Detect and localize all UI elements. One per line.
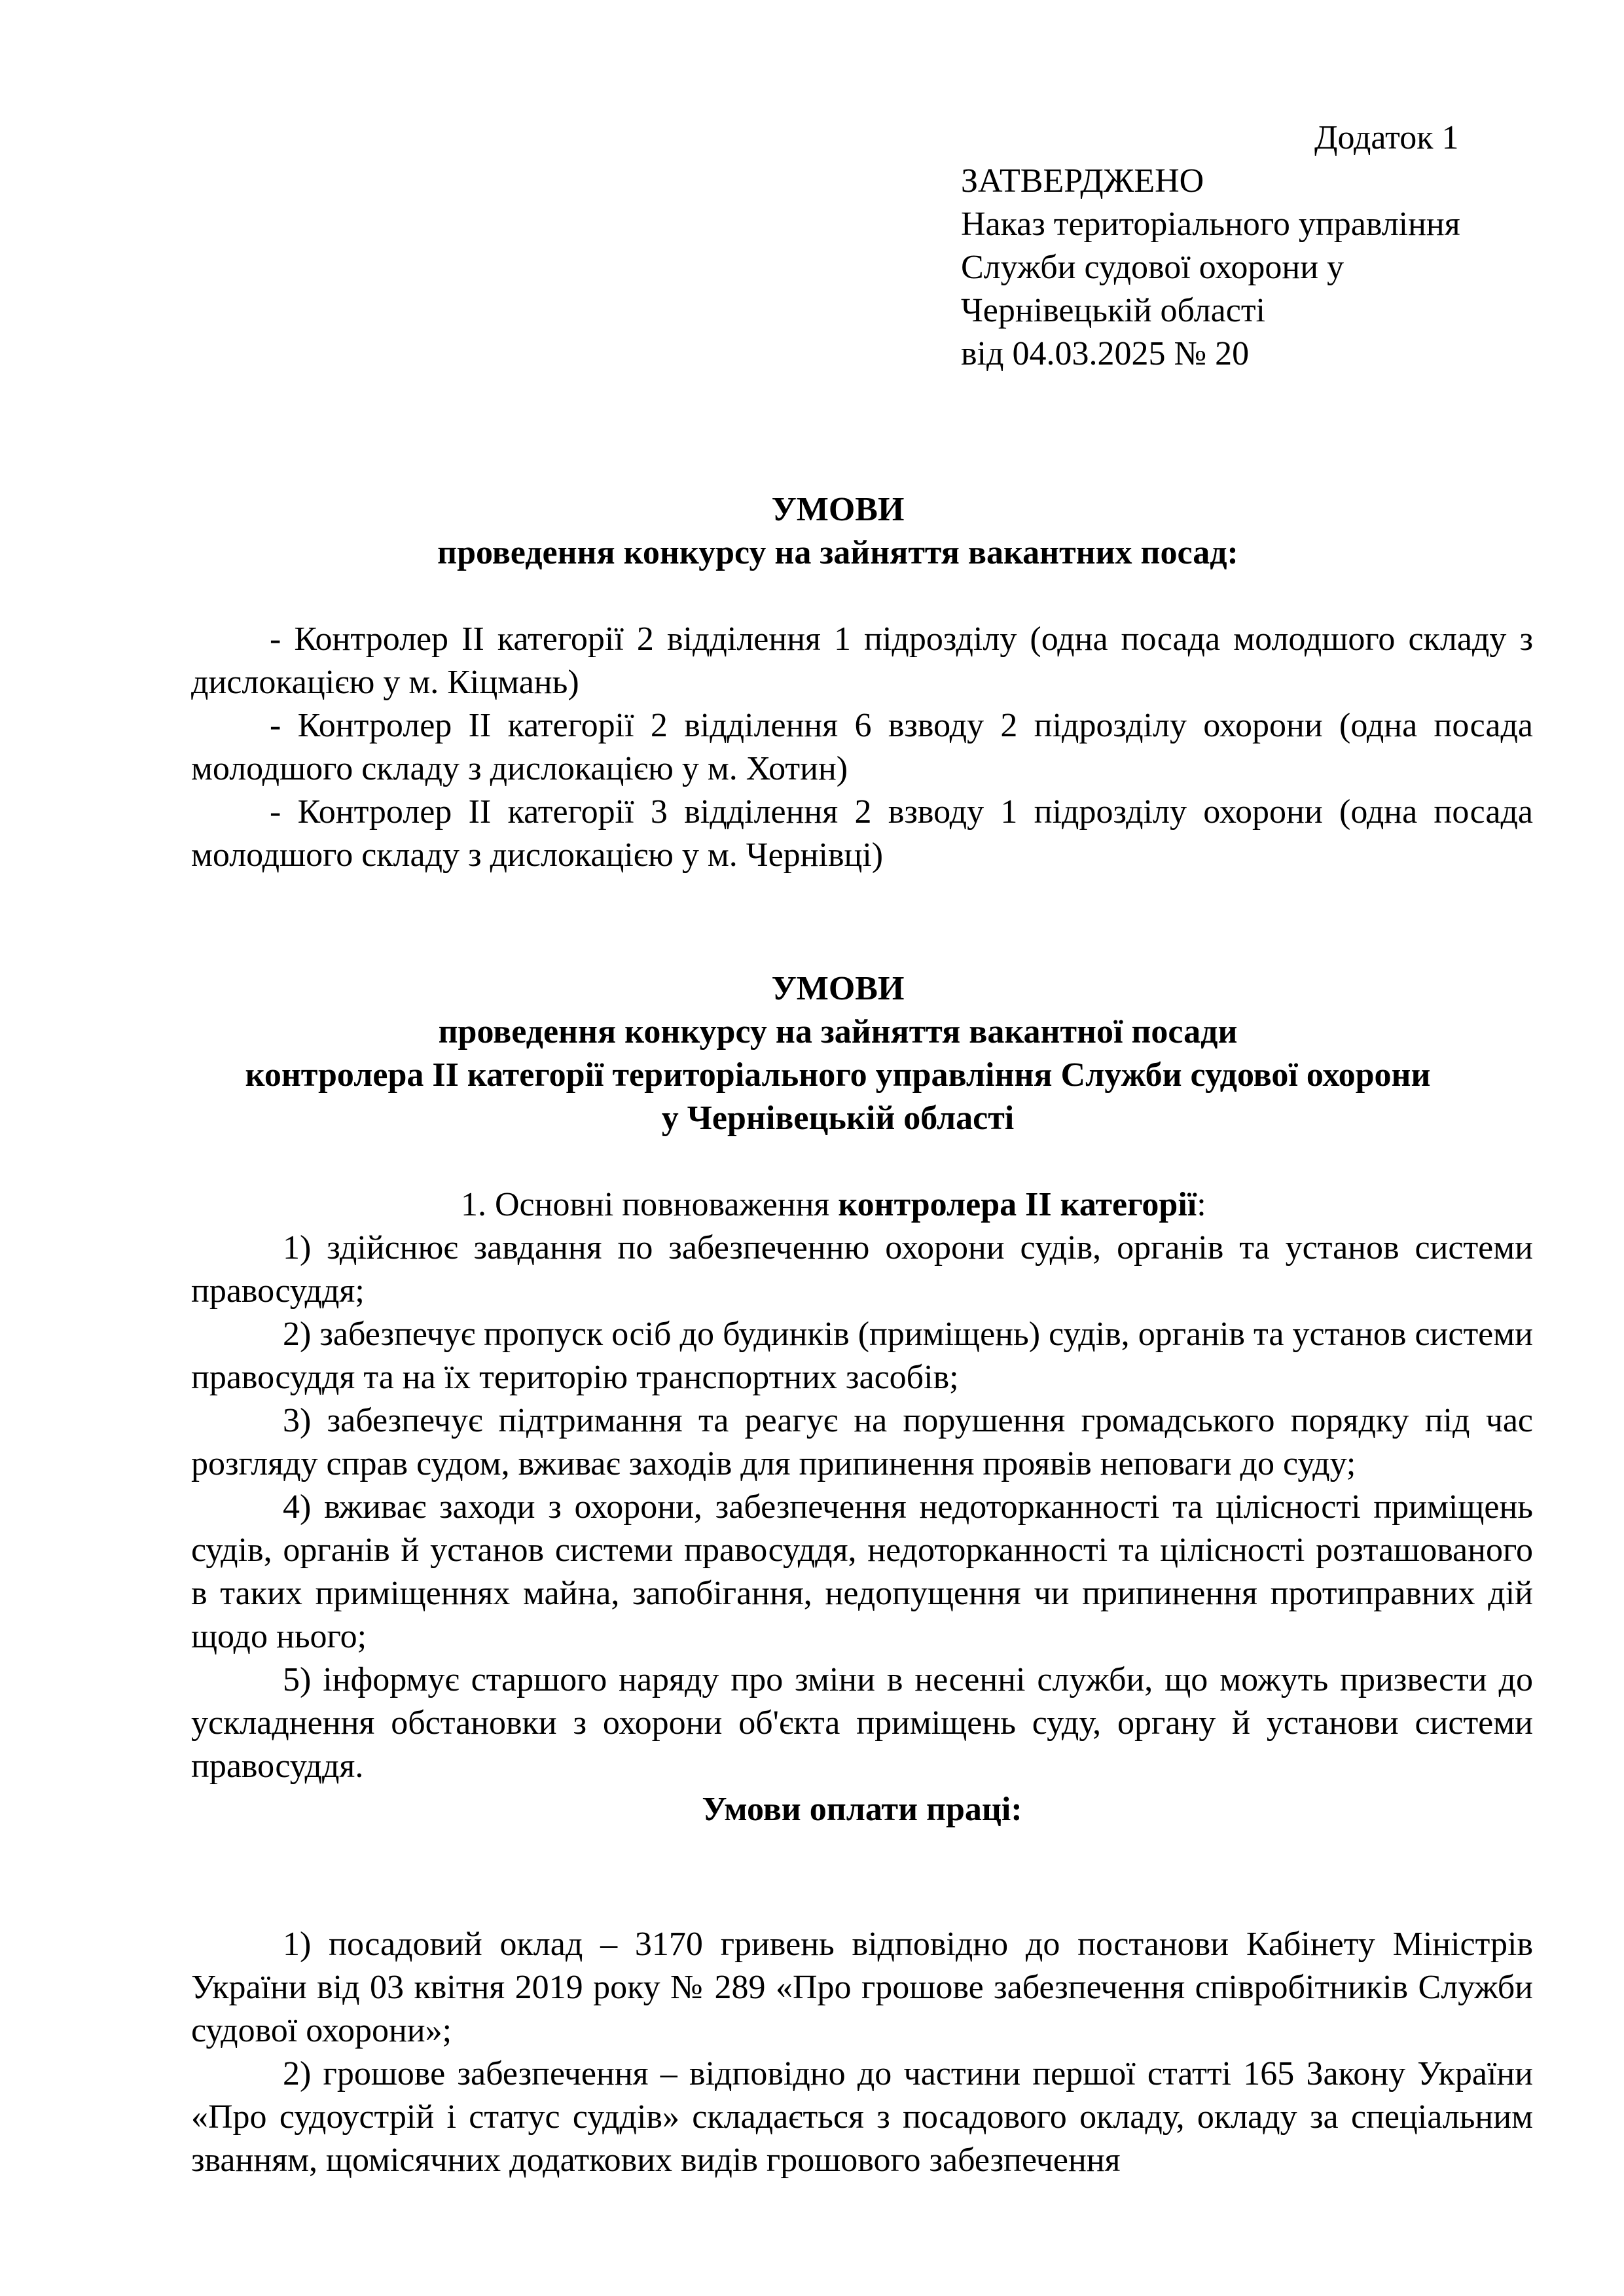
- section2-subtitle-2: контролера ІІ категорії територіального управління Служби судової охорони: [245, 1056, 1431, 1094]
- position-item: - Контролер ІІ категорії 3 відділення 2 взводу 1 підрозділу охорони (одна посада молодшого складу з дислокацією у м. Чернівці): [191, 793, 1533, 874]
- position-item: - Контролер ІІ категорії 2 відділення 6 взводу 2 підрозділу охорони (одна посада молодшого складу з дислокацією у м. Хотин): [191, 707, 1533, 787]
- addendum-label: Додаток 1: [1314, 119, 1459, 156]
- duties-section: [191, 1183, 1533, 1831]
- duties-intro-prefix: 1. Основні повноваження: [461, 1186, 839, 1223]
- section2-subtitle-1: проведення конкурсу на зайняття вакантної посади: [438, 1013, 1238, 1050]
- approval-line-1: Наказ територіального управління: [961, 206, 1460, 243]
- approved-label: ЗАТВЕРДЖЕНО: [961, 162, 1204, 200]
- duty-item: 1) здійснює завдання по забезпеченню охорони судів, органів та установ системи правосуддя;: [191, 1229, 1533, 1310]
- duty-item: 2) забезпечує пропуск осіб до будинків (приміщень) судів, органів та установ системи правосуддя та на їх територію транспортних засобів;: [191, 1316, 1533, 1396]
- pay-item: 2) грошове забезпечення – відповідно до частини першої статті 165 Закону України «Про судоустрій і статус суддів» складається з посадового окладу, окладу за спеціальним званням, щомісячних додаткових видів грошового забезпечення: [191, 2055, 1533, 2179]
- positions-list: [191, 618, 1533, 877]
- section2-title: УМОВИ: [771, 970, 905, 1007]
- pay-section: [191, 1923, 1533, 2182]
- duty-item: 4) вживає заходи з охорони, забезпечення недоторканності та цілісності приміщень судів, органів й установ системи правосуддя, недоторканності та цілісності розташованого в таких приміщеннях майна, запобігання, недопущення чи припинення протиправних дій щодо нього;: [191, 1488, 1533, 1655]
- approval-line-2: Служби судової охорони у: [961, 249, 1344, 286]
- section1-subtitle: проведення конкурсу на зайняття вакантних посад:: [437, 534, 1238, 571]
- approval-order-date: від 04.03.2025 № 20: [961, 335, 1250, 372]
- pay-item: 1) посадовий оклад – 3170 гривень відповідно до постанови Кабінету Міністрів України від 03 квітня 2019 року № 289 «Про грошове забезпечення співробітників Служби судової охорони»;: [191, 1926, 1533, 2049]
- duty-item: 5) інформує старшого наряду про зміни в несенні служби, що можуть призвести до ускладнення обстановки з охорони об'єкта приміщень суду, органу й установи системи правосуддя.: [191, 1661, 1533, 1785]
- duties-intro: [191, 1183, 1533, 1227]
- position-item: - Контролер ІІ категорії 2 відділення 1 підрозділу (одна посада молодшого складу з дислокацією у м. Кіцмань): [191, 620, 1533, 701]
- duties-intro-suffix: :: [1197, 1186, 1206, 1223]
- pay-heading: Умови оплати праці:: [702, 1791, 1022, 1828]
- approval-line-3: Чернівецькій області: [961, 292, 1266, 329]
- approval-stamp-block: [961, 117, 1615, 376]
- section2-subtitle-3: у Чернівецькій області: [661, 1100, 1015, 1137]
- duties-intro-bold: контролера ІІ категорії: [838, 1186, 1197, 1223]
- duty-item: 3) забезпечує підтримання та реагує на порушення громадського порядку під час розгляду справ судом, вживає заходів для припинення проявів неповаги до суду;: [191, 1402, 1533, 1482]
- section1-title: УМОВИ: [771, 491, 905, 528]
